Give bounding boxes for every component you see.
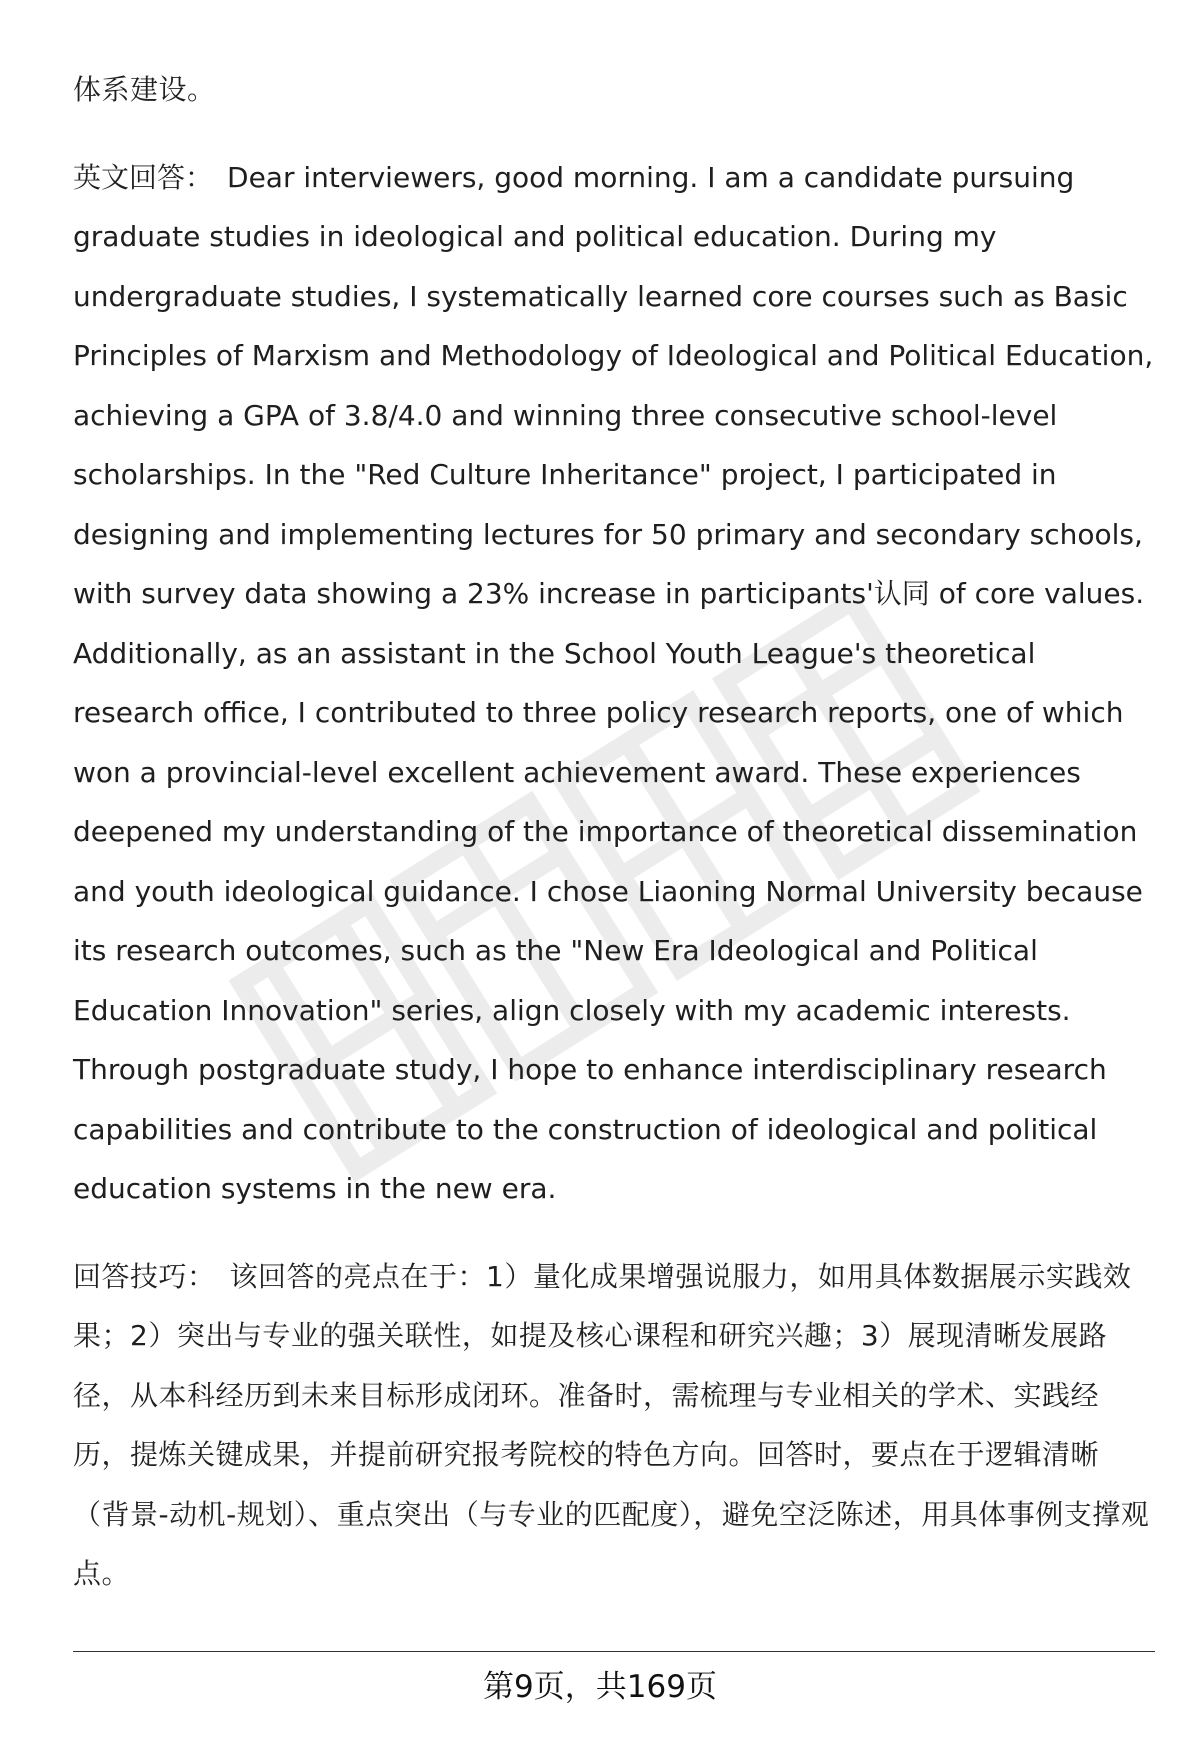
- carryover-paragraph: [73, 60, 1155, 120]
- english-answer-label: 英文回答：: [73, 160, 214, 194]
- answer-tips-paragraph: [73, 1247, 1155, 1604]
- answer-tips-label: 回答技巧：: [73, 1259, 216, 1293]
- footer-divider: [73, 1651, 1155, 1652]
- answer-tips-text: 该回答的亮点在于：1）量化成果增强说服力，如用具体数据展示实践效果；2）突出与专业的强关联性，如提及核心课程和研究兴趣；3）展现清晰发展路径，从本科经历到未来目标形成闭环。准备时，需梳理与专业相关的学术、实践经历，提炼关键成果，并提前研究报考院校的特色方向。回答时，要点在于逻辑清晰（背景-动机-规划）、重点突出（与专业的匹配度），避免空泛陈述，用具体事例支撑观点。: [73, 1259, 1150, 1590]
- carryover-text: 体系建设。: [73, 73, 216, 106]
- page-indicator: 第9页，共169页: [483, 1669, 717, 1705]
- english-answer-text: Dear interviewers, good morning. I am a candidate pursuing graduate studies in ideological and political education. During my undergraduate studies, I systematically learned core courses such as Basic Principles of Marxism and Methodology of Ideological and Political Education, achieving a GPA of 3.8/4.0 and winning three consecutive school-level scholarships. In the "Red Culture Inheritance" project, I participated in designing and implementing lectures for 50 primary and secondary schools, with survey data showing a 23% increase in participants'认同 of core values. Additionally, as an assistant in the School Youth League's theoretical research office, I contributed to three policy research reports, one of which won a provincial-level excellent achievement award. These experiences deepened my understanding of the importance of theoretical dissemination and youth ideological guidance. I chose Liaoning Normal University because its research outcomes, such as the "New Era Ideological and Political Education Innovation" series, align closely with my academic interests. Through postgraduate study, I hope to enhance interdisciplinary research capabilities and contribute to the construction of ideological and political education systems in the new era.: [73, 160, 1154, 1205]
- english-answer-paragraph: [73, 148, 1155, 1219]
- document-body: [73, 60, 1155, 1604]
